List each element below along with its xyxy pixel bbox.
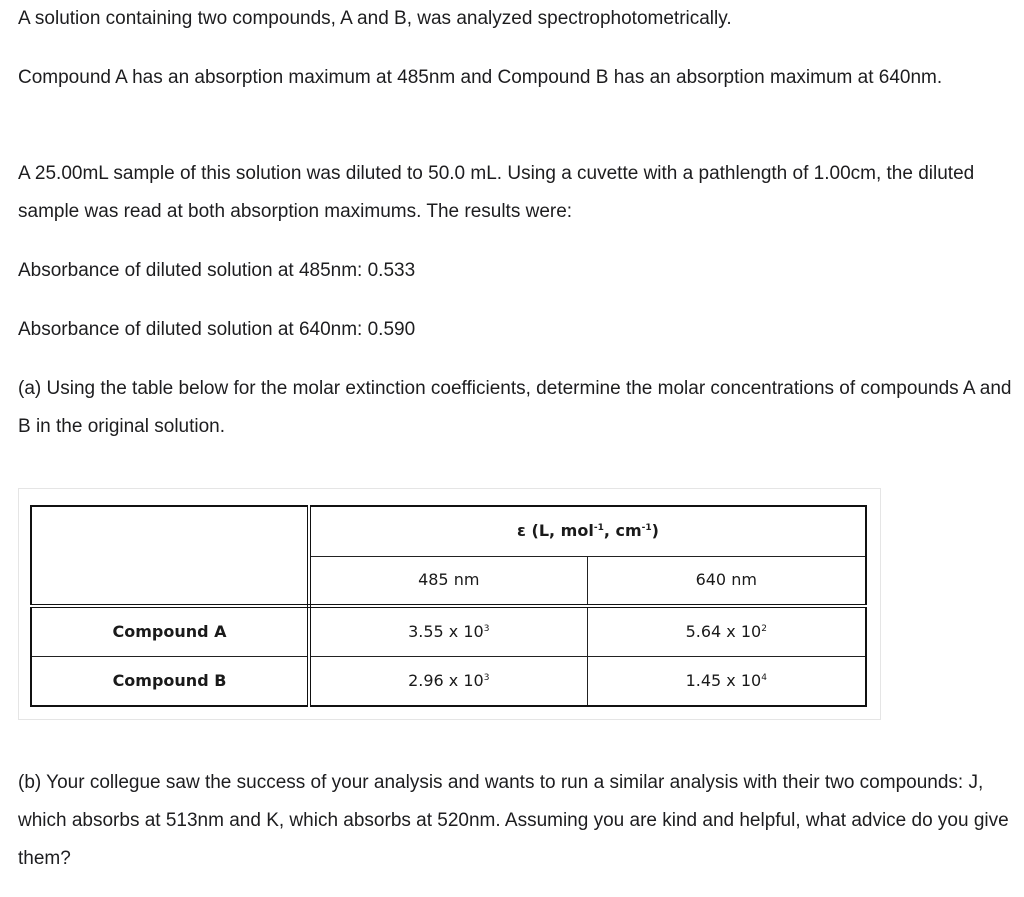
absorbance-640-text: Absorbance of diluted solution at 640nm: 0.590 [18,319,416,340]
absorption-maxima-paragraph: Compound A has an absorption maximum at 485nm and Compound B has an absorption maximum at 640nm. [18,67,943,88]
empty-corner-cell [31,506,309,606]
epsilon-header: ε (L, mol$^{-1}$, $cm^{-1}$) [309,506,866,556]
row-label-compound-b: Compound B [31,656,309,706]
value-b-640: 1.45 x $10^4$ [587,656,866,706]
part-a-question: (a) Using the table below for the molar extinction coefficients, determine the molar concentrations of compounds A and B in the original solution. [18,378,1012,437]
value-a-640: 5.64 x $10^2$ [587,606,866,656]
col-header-485: 485 nm [309,556,587,606]
value-a-485: 3.55 x $10^3$ [309,606,587,656]
absorbance-485-text: Absorbance of diluted solution at 485nm: 0.533 [18,260,416,281]
extinction-coefficient-table [30,505,867,707]
row-label-compound-a: Compound A [31,606,309,656]
value-b-485: 2.96 x $10^3$ [309,656,587,706]
extinction-table-image [18,488,881,720]
table-row [31,606,866,656]
intro-paragraph: A solution containing two compounds, A and B, was analyzed spectrophotometrically. [18,8,732,29]
part-b-question: (b) Your collegue saw the success of your analysis and wants to run a similar analysis with their two compounds: J, which absorbs at 513nm and K, which absorbs at 520nm. Assuming you are kind and helpful, what advice do you give them? [18,772,1009,869]
table-row [31,656,866,706]
col-header-640: 640 nm [587,556,866,606]
dilution-paragraph: A 25.00mL sample of this solution was diluted to 50.0 mL. Using a cuvette with a pathlength of 1.00cm, the diluted sample was read at both absorption maximums. The results were: [18,163,975,222]
